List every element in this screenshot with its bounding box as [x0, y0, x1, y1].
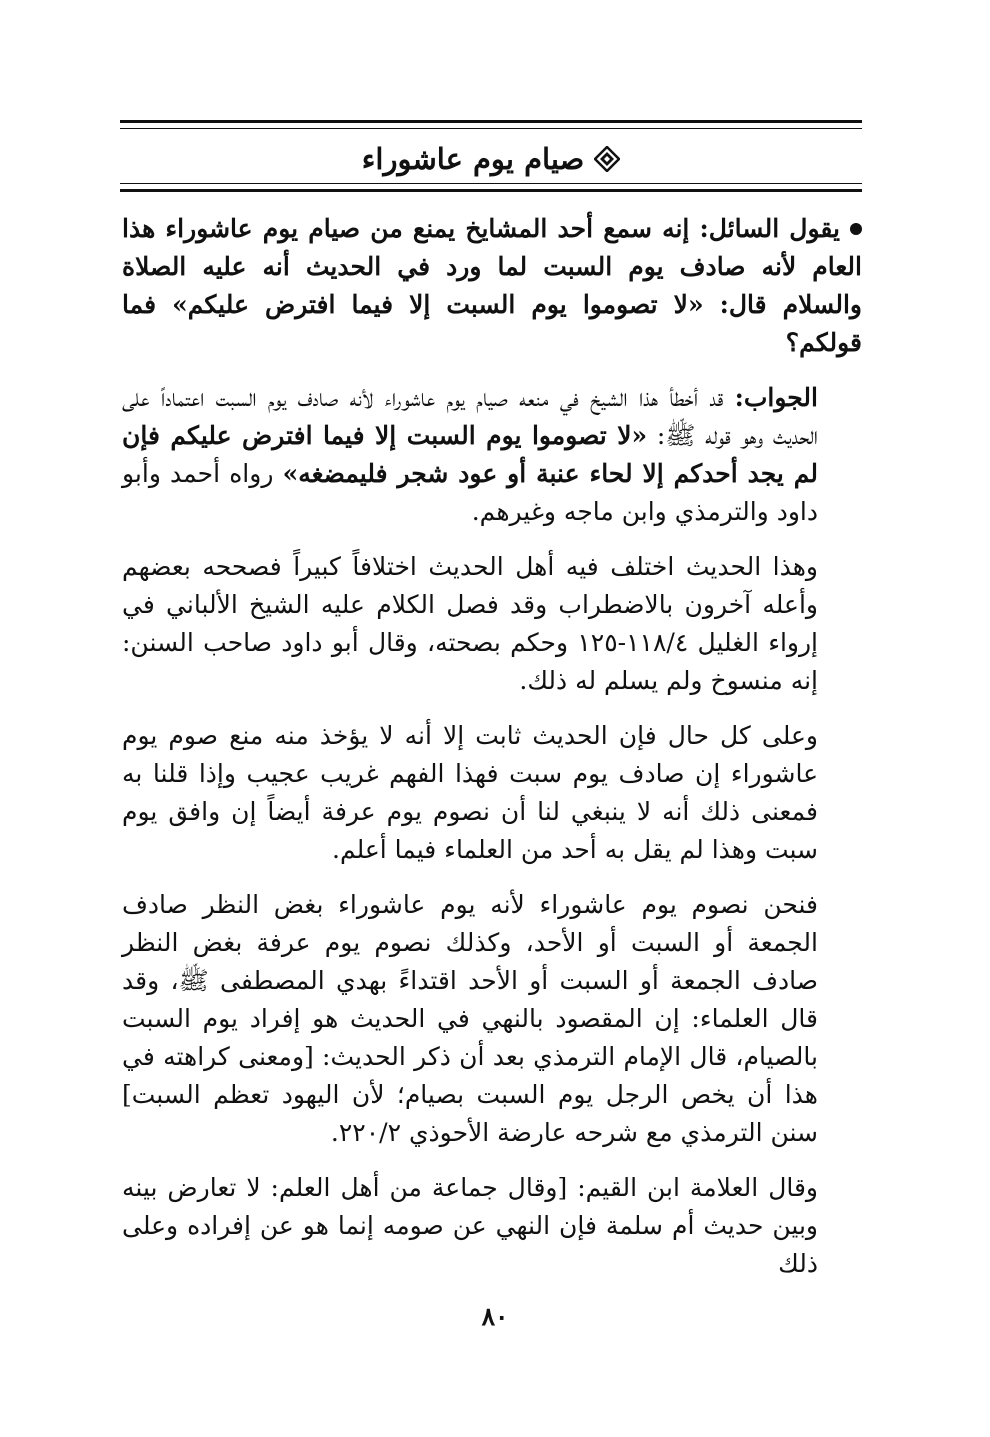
heading-row [120, 136, 862, 182]
page-number: ٨٠ [481, 1302, 509, 1331]
diamond-ornament-icon [594, 146, 620, 172]
question-quote: «لا تصوموا يوم السبت إلا فيما افترض عليكم» [172, 290, 704, 319]
top-double-rule [120, 120, 862, 129]
bullet-icon [850, 223, 862, 235]
answer-label: الجواب: [734, 383, 818, 412]
hadith-quote: «لا تصوموا يوم السبت إلا فيما افترض عليكم فإن لم يجد أحدكم إلا لحاء عنبة أو عود شجر فليمضغه» [122, 421, 818, 488]
answer-paragraph: الجواب: قد أخطأ هذا الشيخ في منعه صيام يوم عاشوراء لأنه صادف يوم السبت اعتماداً على الحديث وهو قوله ﷺ: «لا تصوموا يوم السبت إلا فيما افترض عليكم فإن لم يجد أحدكم إلا لحاء عنبة أو عود شجر فليمضغه» رواه أحمد وأبو داود والترمذي وابن ماجه وغيرهم. [122, 383, 818, 526]
question-paragraph: يقول السائل: إنه سمع أحد المشايخ يمنع من صيام يوم عاشوراء هذا العام لأنه صادف يوم السبت لما ورد في الحديث أنه عليه الصلاة والسلام قال: «لا تصوموا يوم السبت إلا فيما افترض عليكم» فما قولكم؟ [122, 214, 862, 357]
body-paragraph: وقال العلامة ابن القيم: [وقال جماعة من أهل العلم: لا تعارض بينه وبين حديث أم سلمة فإن النهي عن صومه إنما هو عن إفراده وعلى ذلك [122, 1173, 818, 1278]
article-body [122, 210, 862, 1300]
body-paragraph: وعلى كل حال فإن الحديث ثابت إلا أنه لا يؤخذ منه منع صوم يوم عاشوراء إن صادف يوم سبت فهذا الفهم غريب عجيب وإذا قلنا به فمعنى ذلك أنه لا ينبغي لنا أن نصوم يوم عرفة أيضاً إن وافق يوم سبت وهذا لم يقل به أحد من العلماء فيما أعلم. [122, 721, 818, 864]
body-paragraph: وهذا الحديث اختلف فيه أهل الحديث اختلافاً كبيراً فصححه بعضهم وأعله آخرون بالاضطراب وقد فصل الكلام عليه الشيخ الألباني في إرواء الغليل ١١٨/٤-١٢٥ وحكم بصحته، وقال أبو داود صاحب السنن: إنه منسوخ ولم يسلم له ذلك. [122, 552, 818, 695]
page-title: صيام يوم عاشوراء [361, 142, 585, 176]
body-paragraph: فنحن نصوم يوم عاشوراء لأنه يوم عاشوراء بغض النظر صادف الجمعة أو السبت أو الأحد، وكذلك نصوم يوم عرفة بغض النظر صادف الجمعة أو السبت أو الأحد اقتداءً بهدي المصطفى ﷺ، وقد قال العلماء: إن المقصود بالنهي في الحديث هو إفراد يوم السبت بالصيام، قال الإمام الترمذي بعد أن ذكر الحديث: [ومعنى كراهته في هذا أن يخص الرجل يوم السبت بصيام؛ لأن اليهود تعظم السبت] سنن الترمذي مع شرحه عارضة الأحوذي ٢٢٠/٢. [122, 890, 818, 1147]
bottom-double-rule [120, 183, 862, 192]
